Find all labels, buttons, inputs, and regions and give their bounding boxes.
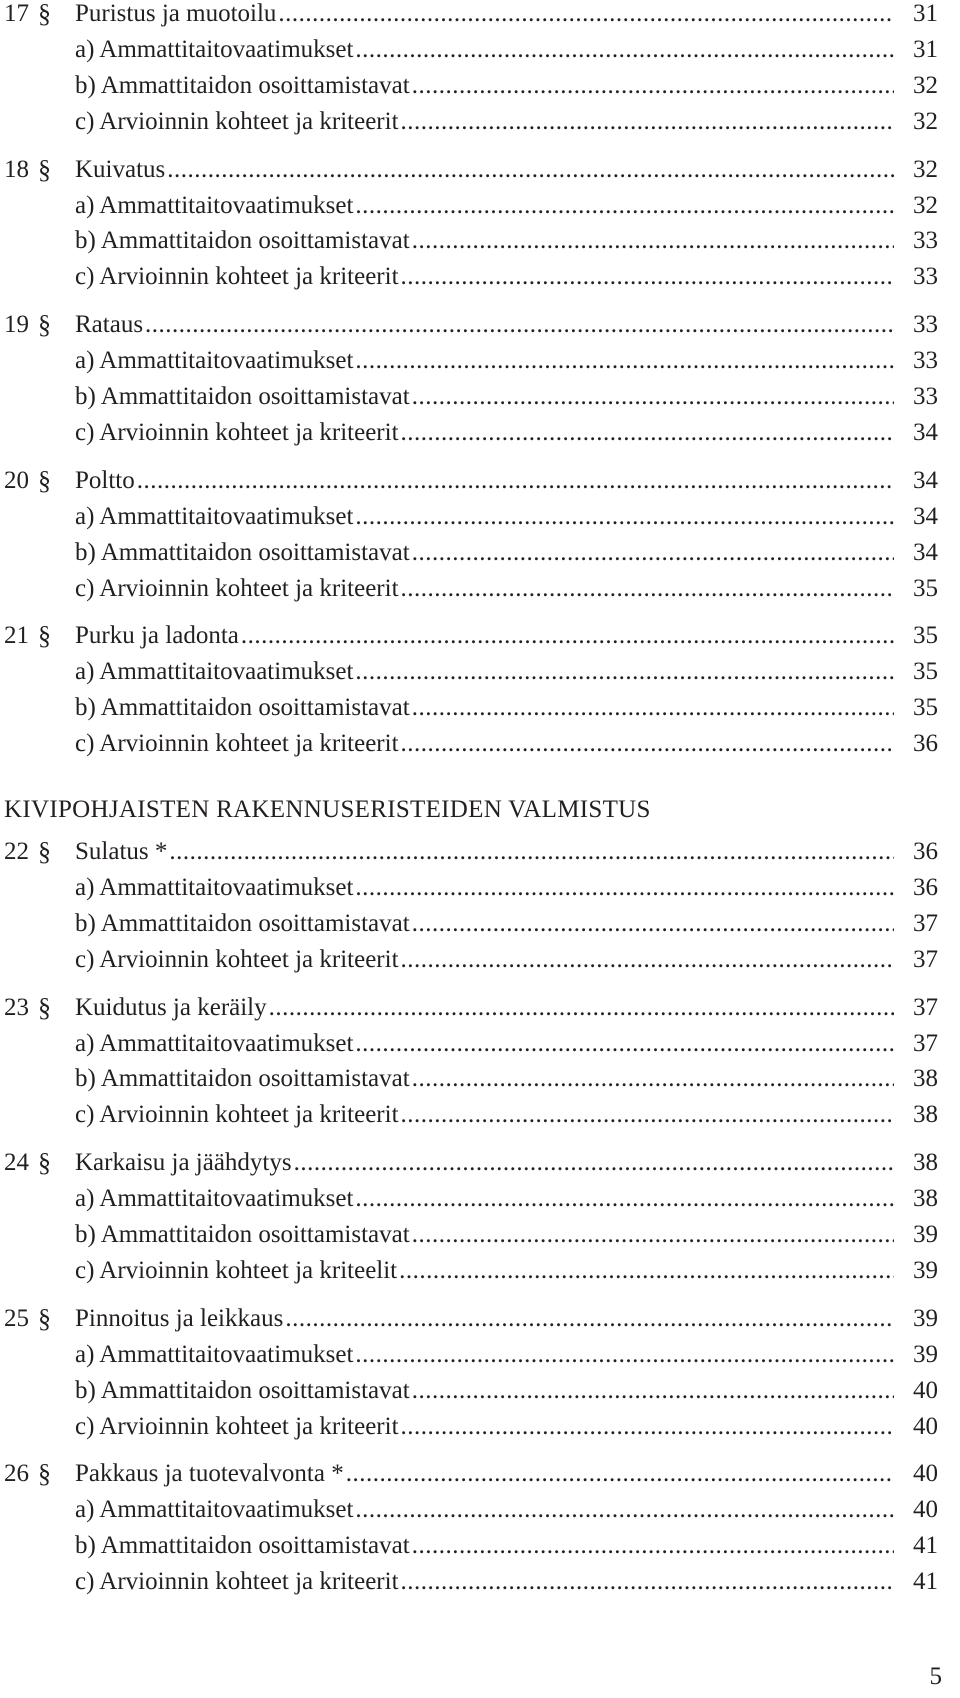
toc-subsection-row[interactable] xyxy=(0,654,960,690)
toc-subsection-row[interactable] xyxy=(0,68,960,104)
toc-subsection-row[interactable] xyxy=(0,1217,960,1253)
toc-entry-leader xyxy=(75,259,894,295)
subsection-title: b) Ammattitaidon osoittamistavat xyxy=(75,1532,410,1560)
section-number: 18 xyxy=(4,155,29,183)
dot-leader xyxy=(412,223,894,259)
toc-entry-leader xyxy=(75,690,894,726)
toc-section-row[interactable] xyxy=(0,1456,960,1492)
page-reference: 34 xyxy=(913,538,938,566)
toc-entry-leader xyxy=(75,1026,894,1062)
toc-subsection-row[interactable] xyxy=(0,415,960,451)
toc-entry-leader xyxy=(75,870,894,906)
toc-entry-leader xyxy=(75,463,894,499)
page-reference: 40 xyxy=(913,1496,938,1524)
section-number: 25 xyxy=(4,1304,29,1332)
dot-leader xyxy=(355,1337,894,1373)
toc-entry-leader xyxy=(75,343,894,379)
page-reference: 37 xyxy=(913,945,938,973)
toc-entry-leader xyxy=(75,32,894,68)
toc-entry-leader xyxy=(75,379,894,415)
toc-subsection-row[interactable] xyxy=(0,104,960,140)
toc-entry-leader xyxy=(75,223,894,259)
toc-entry-leader xyxy=(75,571,894,607)
toc-entry-leader xyxy=(75,726,894,762)
toc-entry-leader xyxy=(75,1301,894,1337)
section-title: Pinnoitus ja leikkaus xyxy=(75,1304,284,1332)
subsection-title: b) Ammattitaidon osoittamistavat xyxy=(75,538,410,566)
dot-leader xyxy=(401,1409,894,1445)
toc-subsection-row[interactable] xyxy=(0,1181,960,1217)
page-reference: 34 xyxy=(913,466,938,494)
toc-entry-leader xyxy=(75,535,894,571)
section-symbol-icon: § xyxy=(38,465,51,495)
page-reference: 38 xyxy=(913,1101,938,1129)
dot-leader xyxy=(241,618,894,654)
page-reference: 37 xyxy=(913,1029,938,1057)
section-title: Kuivatus xyxy=(75,155,166,183)
dot-leader xyxy=(412,906,894,942)
dot-leader xyxy=(401,571,894,607)
dot-leader xyxy=(412,1528,894,1564)
page-reference: 33 xyxy=(913,227,938,255)
toc-subsection-row[interactable] xyxy=(0,188,960,224)
toc-entry-leader xyxy=(75,1373,894,1409)
subsection-title: b) Ammattitaidon osoittamistavat xyxy=(75,909,410,937)
toc-section-row[interactable] xyxy=(0,463,960,499)
subsection-title: c) Arvioinnin kohteet ja kriteerit xyxy=(75,263,399,291)
toc-subsection-row[interactable] xyxy=(0,1061,960,1097)
dot-leader xyxy=(412,1373,894,1409)
toc-entry-leader xyxy=(75,499,894,535)
page-reference: 33 xyxy=(913,311,938,339)
page-reference: 35 xyxy=(913,694,938,722)
dot-leader xyxy=(355,1181,894,1217)
page-reference: 36 xyxy=(913,838,938,865)
page-reference: 31 xyxy=(913,0,938,27)
page-reference: 35 xyxy=(913,574,938,602)
toc-entry-leader xyxy=(75,906,894,942)
subsection-title: a) Ammattitaitovaatimukset xyxy=(75,35,354,63)
section-number: 21 xyxy=(4,622,29,650)
page-number: 5 xyxy=(929,1663,942,1690)
toc-entry-leader xyxy=(75,104,894,140)
section-title: Pakkaus ja tuotevalvonta * xyxy=(75,1460,344,1488)
dot-leader xyxy=(137,463,894,499)
toc-entry-leader xyxy=(75,1564,894,1600)
dot-leader xyxy=(401,942,894,978)
dot-leader xyxy=(269,990,894,1026)
toc-entry-leader xyxy=(75,1061,894,1097)
dot-leader xyxy=(169,834,894,870)
page-reference: 39 xyxy=(913,1340,938,1368)
page-reference: 35 xyxy=(913,658,938,686)
subsection-title: a) Ammattitaitovaatimukset xyxy=(75,1185,354,1213)
toc-subsection-row[interactable] xyxy=(0,906,960,942)
section-title: Rataus xyxy=(75,311,144,339)
dot-leader xyxy=(355,499,894,535)
page-reference: 33 xyxy=(913,347,938,375)
toc-section-row[interactable] xyxy=(0,0,960,32)
toc-entry-leader xyxy=(75,152,894,188)
toc-section-row[interactable] xyxy=(0,990,960,1026)
toc-section-row[interactable] xyxy=(0,307,960,343)
toc-entry-leader xyxy=(75,0,894,32)
toc-subsection-row[interactable] xyxy=(0,32,960,68)
section-title: Kuidutus ja keräily xyxy=(75,993,267,1021)
toc-entry-leader xyxy=(75,1492,894,1528)
subsection-title: a) Ammattitaitovaatimukset xyxy=(75,191,354,219)
page-reference: 40 xyxy=(913,1376,938,1404)
toc-section-row[interactable] xyxy=(0,618,960,654)
toc-subsection-row[interactable] xyxy=(0,571,960,607)
toc-section-row[interactable] xyxy=(0,1301,960,1337)
section-title: Karkaisu ja jäähdytys xyxy=(75,1149,292,1177)
section-number: 24 xyxy=(4,1149,29,1177)
section-symbol-icon: § xyxy=(38,0,51,28)
toc-subsection-row[interactable] xyxy=(0,1492,960,1528)
toc-subsection-row[interactable] xyxy=(0,223,960,259)
toc-subsection-row[interactable] xyxy=(0,1026,960,1062)
subsection-title: c) Arvioinnin kohteet ja kriteerit xyxy=(75,574,399,602)
dot-leader xyxy=(412,535,894,571)
dot-leader xyxy=(355,654,894,690)
subsection-title: c) Arvioinnin kohteet ja kriteerit xyxy=(75,1412,399,1440)
toc-entry-leader xyxy=(75,188,894,224)
dot-leader xyxy=(401,415,894,451)
toc-subsection-row[interactable] xyxy=(0,1528,960,1564)
toc-subsection-row[interactable] xyxy=(0,1409,960,1445)
toc-entry-leader xyxy=(75,307,894,343)
dot-leader xyxy=(355,343,894,379)
section-number: 23 xyxy=(4,993,29,1021)
toc-subsection-row[interactable] xyxy=(0,259,960,295)
subsection-title: c) Arvioinnin kohteet ja kriteerit xyxy=(75,418,399,446)
section-title: Sulatus * xyxy=(75,838,168,865)
page-reference: 33 xyxy=(913,263,938,291)
toc-subsection-row[interactable] xyxy=(0,870,960,906)
page-reference: 41 xyxy=(913,1532,938,1560)
toc-entry-leader xyxy=(75,834,894,870)
toc-subsection-row[interactable] xyxy=(0,1373,960,1409)
dot-leader xyxy=(412,690,894,726)
toc-entry-leader xyxy=(75,1253,894,1289)
toc-section-row[interactable] xyxy=(0,1145,960,1181)
toc-entry-leader xyxy=(75,1097,894,1133)
dot-leader xyxy=(412,1061,894,1097)
page-reference: 32 xyxy=(913,155,938,183)
subsection-title: b) Ammattitaidon osoittamistavat xyxy=(75,1065,410,1093)
dot-leader xyxy=(412,68,894,104)
subsection-title: b) Ammattitaidon osoittamistavat xyxy=(75,1376,410,1404)
toc-subsection-row[interactable] xyxy=(0,942,960,978)
subsection-title: a) Ammattitaitovaatimukset xyxy=(75,873,354,901)
page-reference: 37 xyxy=(913,909,938,937)
page-reference: 32 xyxy=(913,191,938,219)
section-number: 19 xyxy=(4,311,29,339)
subsection-title: c) Arvioinnin kohteet ja kriteerit xyxy=(75,945,399,973)
toc-entry-leader xyxy=(75,1337,894,1373)
subsection-title: c) Arvioinnin kohteet ja kriteerit xyxy=(75,730,399,758)
page-reference: 33 xyxy=(913,383,938,410)
toc-subsection-row[interactable] xyxy=(0,1253,960,1289)
toc-subsection-row[interactable] xyxy=(0,379,960,415)
page-reference: 35 xyxy=(913,622,938,650)
section-number: 22 xyxy=(4,838,29,865)
toc-entry-leader xyxy=(75,990,894,1026)
toc-section-row[interactable] xyxy=(0,152,960,188)
page-reference: 39 xyxy=(913,1221,938,1248)
toc-subsection-row[interactable] xyxy=(0,690,960,726)
dot-leader xyxy=(355,1492,894,1528)
dot-leader xyxy=(294,1145,894,1181)
dot-leader xyxy=(401,1097,894,1133)
toc-subsection-row[interactable] xyxy=(0,1337,960,1373)
subsection-title: b) Ammattitaidon osoittamistavat xyxy=(75,71,410,99)
dot-leader xyxy=(412,1217,894,1253)
section-symbol-icon: § xyxy=(38,1459,51,1489)
page-reference: 37 xyxy=(913,993,938,1021)
dot-leader xyxy=(346,1456,894,1492)
page-reference: 36 xyxy=(913,730,938,758)
section-number: 20 xyxy=(4,466,29,494)
dot-leader xyxy=(167,152,894,188)
dot-leader xyxy=(401,726,894,762)
dot-leader xyxy=(401,1564,894,1600)
section-number: 17 xyxy=(4,0,29,27)
subsection-title: b) Ammattitaidon osoittamistavat xyxy=(75,227,410,255)
subsection-title: c) Arvioinnin kohteet ja kriteerit xyxy=(75,1568,399,1596)
section-number: 26 xyxy=(4,1460,29,1488)
toc-subsection-row[interactable] xyxy=(0,499,960,535)
section-title: Poltto xyxy=(75,466,135,494)
page-reference: 39 xyxy=(913,1304,938,1332)
toc-subsection-row[interactable] xyxy=(0,535,960,571)
toc-entry-leader xyxy=(75,1409,894,1445)
subsection-title: b) Ammattitaidon osoittamistavat xyxy=(75,694,410,722)
subsection-title: c) Arvioinnin kohteet ja kriteerit xyxy=(75,107,399,135)
subsection-title: c) Arvioinnin kohteet ja kriteelit xyxy=(75,1256,398,1284)
subsection-title: a) Ammattitaitovaatimukset xyxy=(75,658,354,686)
toc-entry-leader xyxy=(75,68,894,104)
toc-entry-leader xyxy=(75,618,894,654)
dot-leader xyxy=(285,1301,894,1337)
section-symbol-icon: § xyxy=(38,621,51,651)
page-reference: 31 xyxy=(913,35,938,63)
toc-subsection-row[interactable] xyxy=(0,726,960,762)
section-title: Purku ja ladonta xyxy=(75,622,239,650)
dot-leader xyxy=(412,379,894,415)
dot-leader xyxy=(401,104,894,140)
page-reference: 40 xyxy=(913,1460,938,1488)
toc-section-row[interactable] xyxy=(0,834,960,870)
section-symbol-icon: § xyxy=(38,837,51,866)
subsection-title: a) Ammattitaitovaatimukset xyxy=(75,1496,354,1524)
page-reference: 34 xyxy=(913,502,938,530)
subsection-title: a) Ammattitaitovaatimukset xyxy=(75,347,354,375)
subsection-title: b) Ammattitaidon osoittamistavat xyxy=(75,383,410,410)
toc-entry-leader xyxy=(75,415,894,451)
page-reference: 38 xyxy=(913,1185,938,1213)
dot-leader xyxy=(355,1026,894,1062)
toc-entry-leader xyxy=(75,1217,894,1253)
subsection-title: b) Ammattitaidon osoittamistavat xyxy=(75,1221,410,1248)
dot-leader xyxy=(278,0,894,32)
dot-leader xyxy=(401,259,894,295)
page-reference: 32 xyxy=(913,71,938,99)
page-reference: 41 xyxy=(913,1568,938,1596)
section-symbol-icon: § xyxy=(38,1303,51,1333)
toc-subsection-row[interactable] xyxy=(0,343,960,379)
toc-entry-leader xyxy=(75,1145,894,1181)
section-symbol-icon: § xyxy=(38,310,51,340)
toc-entry-leader xyxy=(75,1456,894,1492)
page-reference: 36 xyxy=(913,873,938,901)
page-reference: 39 xyxy=(913,1256,938,1284)
page-reference: 34 xyxy=(913,418,938,446)
dot-leader xyxy=(355,870,894,906)
section-symbol-icon: § xyxy=(38,154,51,184)
subsection-title: a) Ammattitaitovaatimukset xyxy=(75,1029,354,1057)
toc-subsection-row[interactable] xyxy=(0,1564,960,1600)
dot-leader xyxy=(355,32,894,68)
section-title: Puristus ja muotoilu xyxy=(75,0,277,27)
page-reference: 32 xyxy=(913,107,938,135)
toc-entry-leader xyxy=(75,654,894,690)
subsection-title: a) Ammattitaitovaatimukset xyxy=(75,1340,354,1368)
page-reference: 38 xyxy=(913,1149,938,1177)
section-symbol-icon: § xyxy=(38,992,51,1022)
toc-entry-leader xyxy=(75,942,894,978)
toc-entry-leader xyxy=(75,1528,894,1564)
toc-entry-leader xyxy=(75,1181,894,1217)
dot-leader xyxy=(145,307,894,343)
subsection-title: c) Arvioinnin kohteet ja kriteerit xyxy=(75,1101,399,1129)
toc-group-heading: KIVIPOHJAISTEN RAKENNUSERISTEIDEN VALMISTUS xyxy=(4,796,651,823)
dot-leader xyxy=(355,188,894,224)
section-symbol-icon: § xyxy=(38,1148,51,1178)
toc-subsection-row[interactable] xyxy=(0,1097,960,1133)
page-reference: 38 xyxy=(913,1065,938,1093)
page-reference: 40 xyxy=(913,1412,938,1440)
subsection-title: a) Ammattitaitovaatimukset xyxy=(75,502,354,530)
dot-leader xyxy=(399,1253,894,1289)
